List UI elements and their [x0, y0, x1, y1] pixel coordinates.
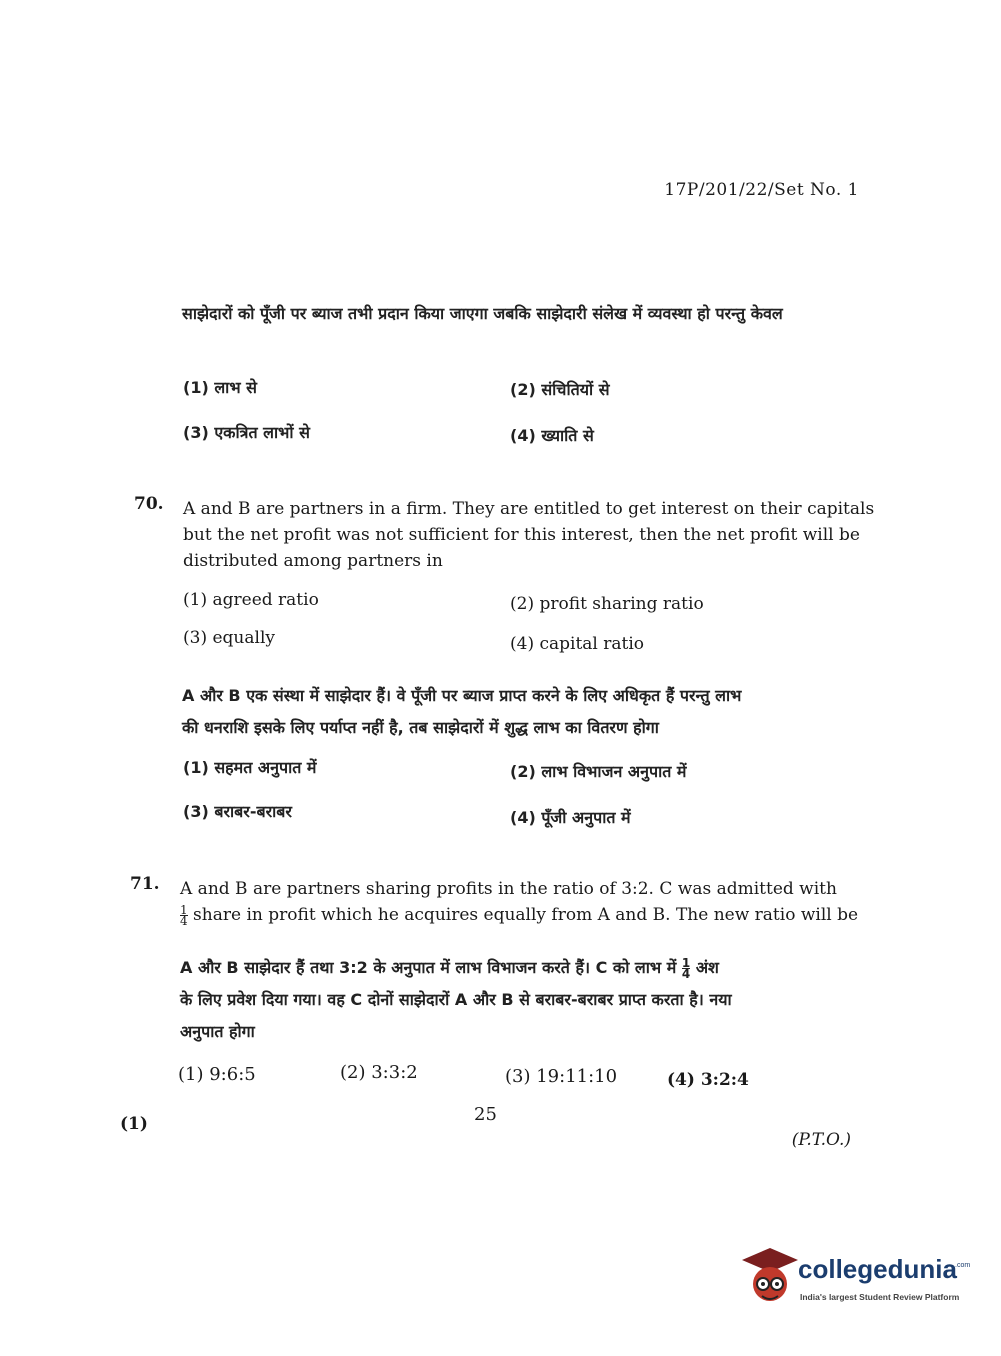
- collegedunia-logo[interactable]: [742, 1246, 972, 1316]
- q71-stem-line-2-text: share in profit which he acquires equally from A and B. The new ratio will be: [193, 905, 859, 925]
- q70-hindi-option-4: (4) पूँजी अनुपात में: [510, 808, 631, 827]
- q69-option-2: (2) संचितियों से: [510, 380, 610, 399]
- set-marker: (1): [120, 1114, 148, 1134]
- q71-option-1: (1) 9:6:5: [178, 1064, 256, 1085]
- q69-option-3: (3) एकत्रित लाभों से: [183, 423, 310, 442]
- q70-stem-line-1: A and B are partners in a firm. They are entitled to get interest on their capitals: [183, 499, 875, 519]
- pto-label: (P.T.O.): [791, 1130, 851, 1150]
- q71-hindi-fraction: [682, 958, 690, 979]
- q71-option-3: (3) 19:11:10: [505, 1066, 618, 1087]
- fraction-denominator: 4: [681, 967, 691, 981]
- logo-tagline: India's largest Student Review Platform: [800, 1292, 960, 1302]
- q70-stem-line-3: distributed among partners in: [183, 551, 443, 571]
- q70-hindi-option-3: (3) बराबर-बराबर: [183, 802, 292, 821]
- exam-code: 17P/201/22/Set No. 1: [664, 180, 859, 200]
- logo-brand: collegedunia: [798, 1254, 957, 1284]
- q70-hindi-line-2: की धनराशि इसके लिए पर्याप्त नहीं है, तब साझेदारों में शुद्ध लाभ का वितरण होगा: [182, 718, 659, 737]
- q71-hindi-line-1-end: अंश: [695, 958, 719, 977]
- fraction-denominator: 4: [180, 914, 188, 928]
- q70-option-2: (2) profit sharing ratio: [510, 594, 704, 614]
- q71-option-4: (4) 3:2:4: [667, 1070, 749, 1090]
- q69-hindi-stem: साझेदारों को पूँजी पर ब्याज तभी प्रदान किया जाएगा जबकि साझेदारी संलेख में व्यवस्था हो परन्तु केवल: [182, 304, 783, 323]
- q71-hindi-line-2: के लिए प्रवेश दिया गया। वह C दोनों साझेदारों A और B से बराबर-बराबर प्राप्त करता है। नया: [180, 990, 732, 1009]
- fraction-numerator: 1: [681, 956, 691, 970]
- q70-number: 70.: [134, 494, 164, 514]
- q71-stem: [180, 876, 870, 928]
- q70-stem-line-2: but the net profit was not sufficient for this interest, then the net profit will be: [183, 525, 860, 545]
- page-number: 25: [474, 1104, 497, 1125]
- q70-hindi-stem: [182, 680, 872, 744]
- q71-option-2: (2) 3:3:2: [340, 1062, 418, 1083]
- q70-hindi-option-1: (1) सहमत अनुपात में: [183, 758, 317, 777]
- logo-domain: .com: [955, 1262, 971, 1269]
- q71-stem-line-2: [180, 902, 870, 928]
- q71-hindi-line-3: अनुपात होगा: [180, 1022, 255, 1041]
- q71-hindi-stem: [180, 952, 870, 1048]
- fraction-numerator: 1: [180, 903, 188, 917]
- q69-option-1: (1) लाभ से: [183, 378, 257, 397]
- q70-hindi-option-2: (2) लाभ विभाजन अनुपात में: [510, 762, 687, 781]
- q71-stem-line-1: A and B are partners sharing profits in the ratio of 3:2. C was admitted with: [180, 879, 837, 899]
- q70-option-1: (1) agreed ratio: [183, 590, 319, 610]
- q71-hindi-line-1: [180, 952, 870, 984]
- q70-option-3: (3) equally: [183, 628, 275, 648]
- q71-number: 71.: [130, 874, 160, 894]
- q71-fraction: [180, 905, 188, 926]
- q70-option-4: (4) capital ratio: [510, 634, 645, 654]
- logo-mascot-icon: [742, 1246, 798, 1312]
- q70-hindi-line-1: A और B एक संस्था में साझेदार हैं। वे पूँजी पर ब्याज प्राप्त करने के लिए अधिकृत हैं परन्तु लाभ: [182, 686, 742, 705]
- q70-stem: [183, 496, 875, 574]
- q69-option-4: (4) ख्याति से: [510, 426, 594, 445]
- q71-hindi-line-1-text: A और B साझेदार हैं तथा 3:2 के अनुपात में लाभ विभाजन करते हैं। C को लाभ में: [180, 958, 677, 977]
